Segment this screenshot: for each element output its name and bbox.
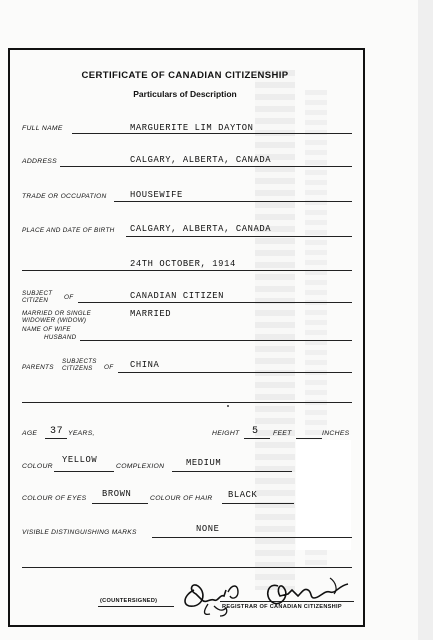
- parents-line: [118, 372, 352, 373]
- hair-label: COLOUR OF HAIR: [150, 495, 213, 502]
- colour-line: [54, 471, 114, 472]
- married-label-line1: MARRIED OR SINGLE: [22, 310, 92, 317]
- birth-date-value: 24TH OCTOBER, 1914: [130, 259, 236, 269]
- marks-label: VISIBLE DISTINGUISHING MARKS: [22, 529, 137, 536]
- subject-of-label: OF: [64, 294, 74, 301]
- parents-status-line2: CITIZENS: [62, 365, 93, 372]
- birth-place-value: CALGARY, ALBERTA, CANADA: [130, 224, 272, 234]
- parents-label: PARENTS: [22, 364, 54, 371]
- parents-value: CHINA: [130, 360, 160, 370]
- age-line: [45, 438, 67, 439]
- feet-label: FEET: [273, 430, 292, 437]
- certificate-title: CERTIFICATE OF CANADIAN CITIZENSHIP: [81, 70, 289, 81]
- married-label: [22, 310, 91, 324]
- ink-mark: [227, 405, 229, 407]
- subject-label-line2: CITIZEN: [22, 297, 49, 304]
- married-label-line2: WIDOWER (WIDOW): [22, 317, 87, 324]
- certificate-subtitle: Particulars of Description: [133, 89, 237, 99]
- colour-label: COLOUR: [22, 463, 53, 470]
- subject-value: CANADIAN CITIZEN: [130, 291, 225, 301]
- subject-line: [78, 302, 352, 303]
- birth-line: [126, 236, 352, 237]
- wife-label-1: NAME OF WIFE: [22, 326, 71, 333]
- complexion-label: COMPLEXION: [116, 463, 165, 470]
- colour-value: YELLOW: [62, 455, 98, 465]
- years-label: YEARS,: [68, 430, 95, 437]
- marks-line: [152, 537, 352, 538]
- height-inches-line: [296, 438, 322, 439]
- complexion-line: [172, 471, 292, 472]
- countersigned-label: (COUNTERSIGNED): [100, 598, 158, 604]
- subject-label-line1: SUBJECT: [22, 290, 53, 297]
- birth-label: PLACE AND DATE OF BIRTH: [22, 227, 115, 234]
- parents-of-label: OF: [104, 364, 114, 371]
- blank-line: [22, 567, 352, 568]
- eyes-label: COLOUR OF EYES: [22, 495, 87, 502]
- parents-status-label: [62, 358, 97, 372]
- full-name-line: [72, 133, 352, 134]
- trade-value: HOUSEWIFE: [130, 190, 183, 200]
- eyes-value: BROWN: [102, 489, 132, 499]
- registrar-label: REGISTRAR OF CANADIAN CITIZENSHIP: [222, 604, 342, 610]
- parents-status-line1: SUBJECTS: [62, 358, 97, 365]
- registrar-signature: [180, 572, 360, 620]
- married-value: MARRIED: [130, 309, 172, 319]
- full-name-value: MARGUERITE LIM DAYTON: [130, 123, 254, 133]
- birth-date-line: [22, 270, 352, 271]
- complexion-value: MEDIUM: [186, 458, 222, 468]
- parents-second-line: [22, 402, 352, 403]
- redacted-photo-area: [296, 440, 351, 550]
- inches-label: INCHES: [322, 430, 350, 437]
- hair-value: BLACK: [228, 490, 258, 500]
- trade-label: TRADE OR OCCUPATION: [22, 193, 107, 200]
- address-label: ADDRESS: [22, 158, 57, 165]
- hair-line: [222, 503, 294, 504]
- height-value: 5: [252, 426, 259, 437]
- age-label: AGE: [22, 430, 38, 437]
- height-label: HEIGHT: [212, 430, 240, 437]
- page-edge: [418, 0, 433, 640]
- height-feet-line: [244, 438, 270, 439]
- countersigned-line: [98, 606, 174, 607]
- spouse-line: [80, 340, 352, 341]
- marks-value: NONE: [196, 524, 220, 534]
- address-line: [60, 166, 352, 167]
- eyes-line: [92, 503, 148, 504]
- subject-label: [22, 290, 52, 304]
- address-value: CALGARY, ALBERTA, CANADA: [130, 155, 272, 165]
- age-value: 37: [50, 426, 64, 437]
- wife-label-2: HUSBAND: [44, 334, 77, 341]
- full-name-label: FULL NAME: [22, 125, 63, 132]
- trade-line: [114, 201, 352, 202]
